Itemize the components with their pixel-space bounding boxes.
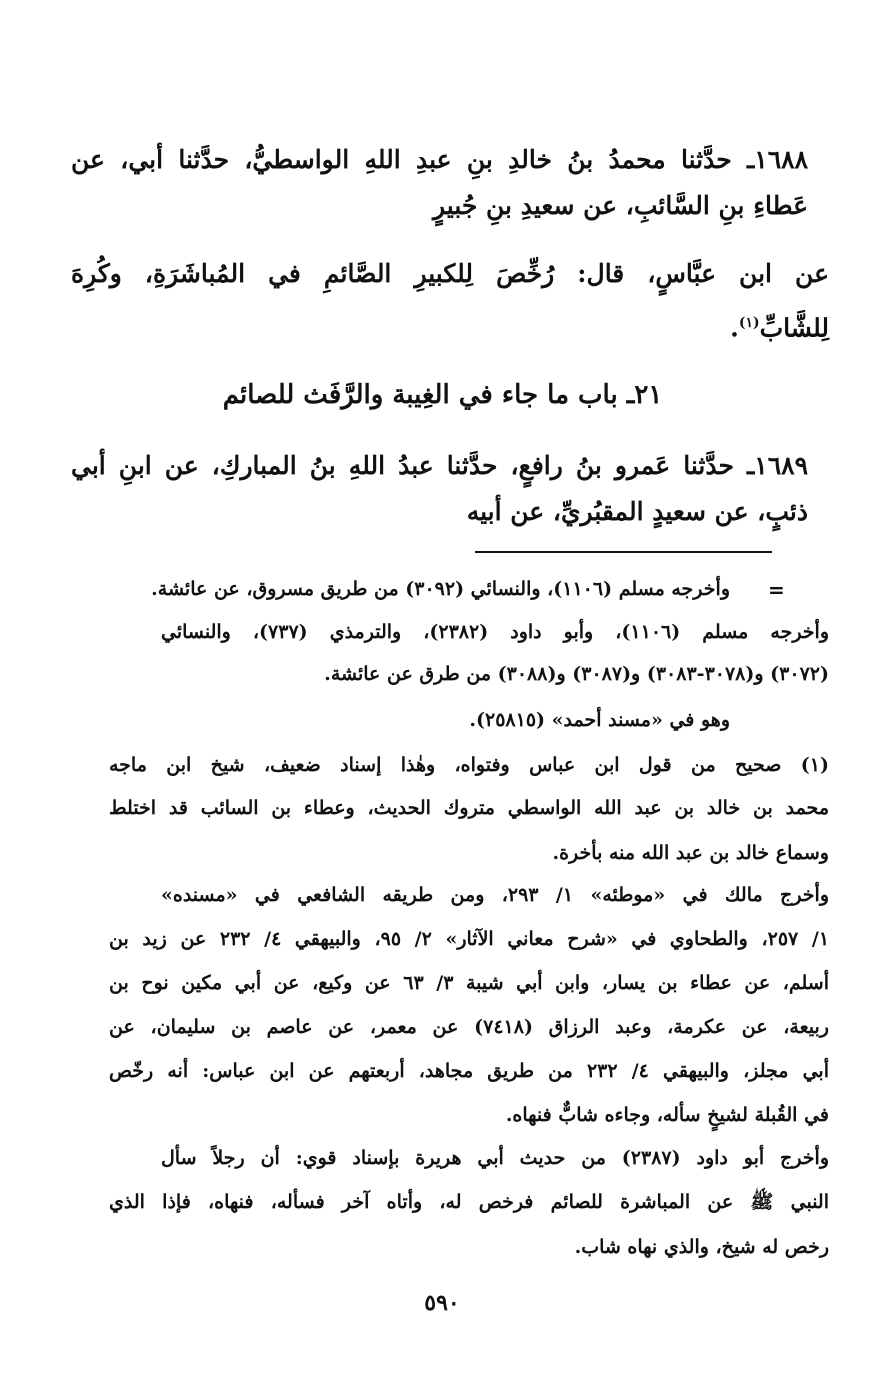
footnote-separator <box>475 551 772 553</box>
footnote-line: (٣٠٧٢) و(٣٠٧٨-٣٠٨٣) و(٣٠٨٧) و(٣٠٨٨) من طرق عن عائشة. <box>324 663 829 685</box>
page-number: ٥٩٠ <box>424 1290 460 1316</box>
hadith-1688-line-4-end: . <box>730 313 739 343</box>
footnote-line: (١) صحيح من قول ابن عباس وفتواه، وهٰذا إسناد ضعيف، شيخ ابن ماجه <box>109 754 829 776</box>
section-heading: ٢١ـ باب ما جاء في الغِيبة والرَّفَث للصائم <box>222 380 663 410</box>
footnote-line: وأخرج مالك في «موطئه» ١/ ٢٩٣، ومن طريقه الشافعي في «مسنده» <box>161 884 829 906</box>
hadith-1688-line-4 <box>71 303 829 348</box>
footnote-line: أبي مجلز، والبيهقي ٤/ ٢٣٢ من طريق مجاهد، أربعتهم عن ابن عباس: أنه رخّص <box>109 1060 829 1082</box>
hadith-1688-line-2: عَطاءِ بنِ السَّائبِ، عن سعيدِ بنِ جُبيرٍ <box>432 191 808 220</box>
hadith-1689-line-1: ١٦٨٩ـ حدَّثنا عَمرو بنُ رافعٍ، حدَّثنا عبدُ اللهِ بنُ المباركِ، عن ابنِ أبي <box>71 451 808 480</box>
footnote-line: وأخرجه مسلم (١١٠٦)، وأبو داود (٢٣٨٢)، والترمذي (٧٣٧)، والنسائي <box>161 621 830 643</box>
footnote-line: أسلم، عن عطاء بن يسار، وابن أبي شيبة ٣/ ٦٣ عن وكيع، عن أبي مكين نوح بن <box>109 972 829 994</box>
hadith-1689-line-2: ذئبٍ، عن سعيدٍ المقبُريِّ، عن أبيه <box>466 497 808 526</box>
footnote-line: ١/ ٢٥٧، والطحاوي في «شرح معاني الآثار» ٢/ ٩٥، والبيهقي ٤/ ٢٣٢ عن زيد بن <box>109 928 830 950</box>
footnote-line: رخص له شيخ، والذي نهاه شاب. <box>574 1236 829 1258</box>
footnote-line: في القُبلة لشيخٍ سأله، وجاءه شابٌّ فنهاه. <box>505 1104 829 1126</box>
footnote-line: وأخرجه مسلم (١١٠٦)، والنسائي (٣٠٩٢) من طريق مسروق، عن عائشة. <box>151 578 730 600</box>
footnote-line: النبي ﷺ عن المباشرة للصائم فرخص له، وأتاه آخر فسأله، فنهاه، فإذا الذي <box>109 1191 829 1213</box>
hadith-1688-line-1: ١٦٨٨ـ حدَّثنا محمدُ بنُ خالدِ بنِ عبدِ اللهِ الواسطيُّ، حدَّثنا أبي، عن <box>71 145 808 174</box>
hadith-1688-line-4-text: لِلشَّابِّ <box>759 313 829 343</box>
continuation-mark: = <box>768 578 785 602</box>
footnote-ref-1[interactable]: (١) <box>738 315 760 331</box>
footnote-line: محمد بن خالد بن عبد الله الواسطي متروك الحديث، وعطاء بن السائب قد اختلط <box>109 797 829 819</box>
footnote-line: وهو في «مسند أحمد» (٢٥٨١٥). <box>469 709 730 731</box>
footnote-line: ربيعة، عن عكرمة، وعبد الرزاق (٧٤١٨) عن معمر، عن عاصم بن سليمان، عن <box>109 1016 829 1038</box>
hadith-1688-line-3: عن ابن عبَّاسٍ، قال: رُخِّصَ لِلكبيرِ الصَّائمِ في المُباشَرَةِ، وكُرِهَ <box>71 259 829 288</box>
footnote-line: وسماع خالد بن عبد الله منه بأخرة. <box>552 842 829 864</box>
footnote-line: وأخرج أبو داود (٢٣٨٧) من حديث أبي هريرة بإسناد قوي: أن رجلاً سأل <box>161 1147 829 1169</box>
